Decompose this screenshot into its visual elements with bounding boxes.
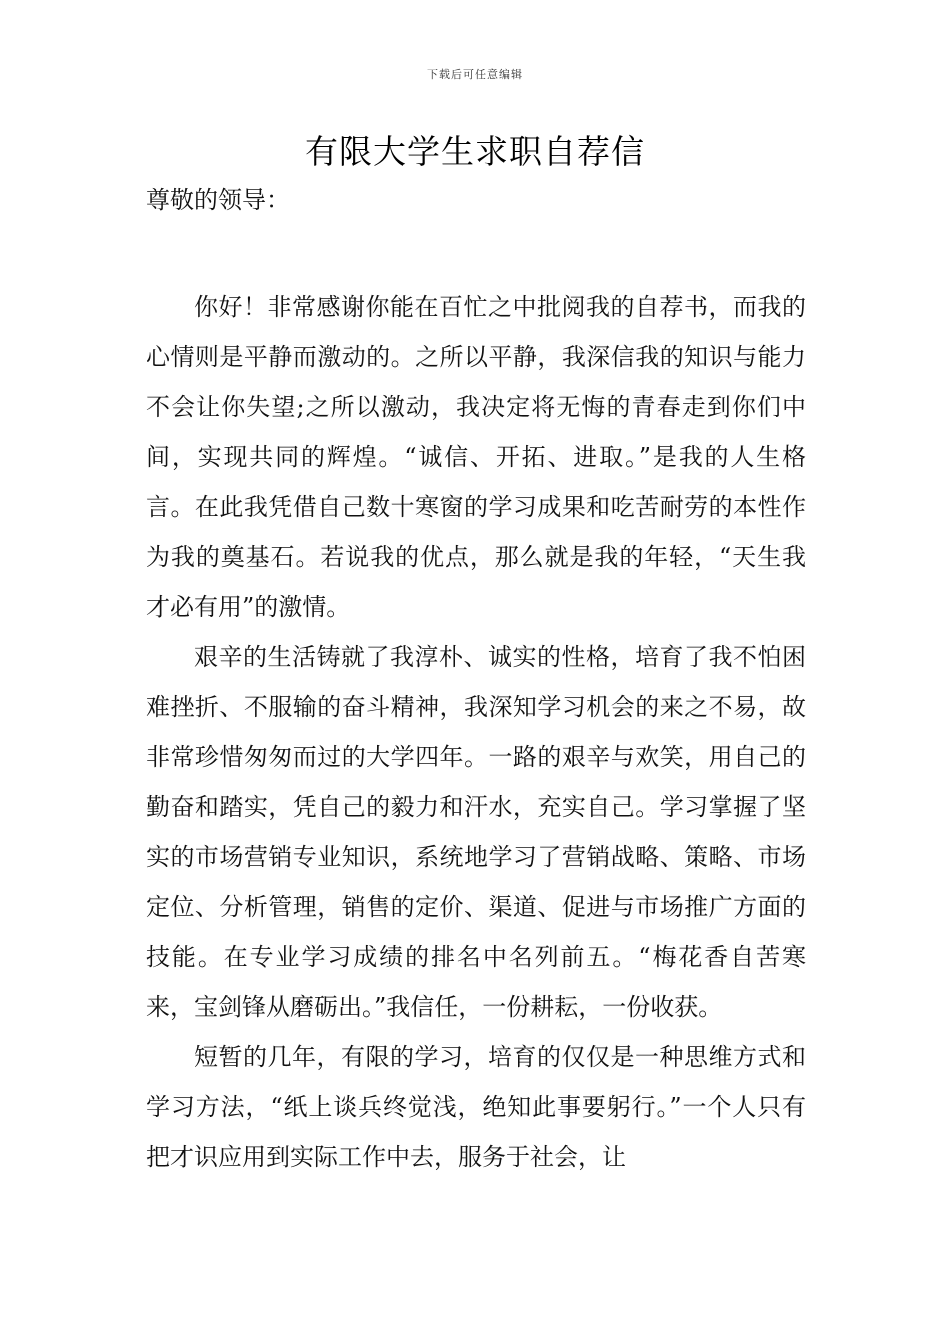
paragraph: 短暂的几年，有限的学习，培育的仅仅是一种思维方式和学习方法，“纸上谈兵终觉浅，绝知此事要躬行。”一个人只有把才识应用到实际工作中去，服务于社会，让 — [146, 1043, 806, 1171]
header-note: 下载后可任意编辑 — [427, 68, 523, 81]
salutation: 尊敬的领导： — [146, 186, 290, 214]
document-title: 有限大学生求职自荐信 — [305, 132, 645, 171]
paragraph: 艰辛的生活铸就了我淳朴、诚实的性格，培育了我不怕困难挫折、不服输的奋斗精神，我深知学习机会的来之不易，故非常珍惜匆匆而过的大学四年。一路的艰辛与欢笑，用自己的勤奋和踏实，凭自己的毅力和汗水，充实自己。学习掌握了坚实的市场营销专业知识，系统地学习了营销战略、策略、市场定位、分析管理，销售的定价、渠道、促进与市场推广方面的技能。在专业学习成绩的排名中名列前五。“梅花香自苦寒来，宝剑锋从磨砺出。”我信任，一份耕耘，一份收获。 — [146, 643, 806, 1021]
paragraph: 你好！非常感谢你能在百忙之中批阅我的自荐书，而我的心情则是平静而激动的。之所以平静，我深信我的知识与能力不会让你失望;之所以激动，我决定将无悔的青春走到你们中间，实现共同的辉煌。“诚信、开拓、进取。”是我的人生格言。在此我凭借自己数十寒窗的学习成果和吃苦耐劳的本性作为我的奠基石。若说我的优点，那么就是我的年轻，“天生我才必有用”的激情。 — [146, 293, 806, 621]
letter-body — [146, 282, 806, 1182]
